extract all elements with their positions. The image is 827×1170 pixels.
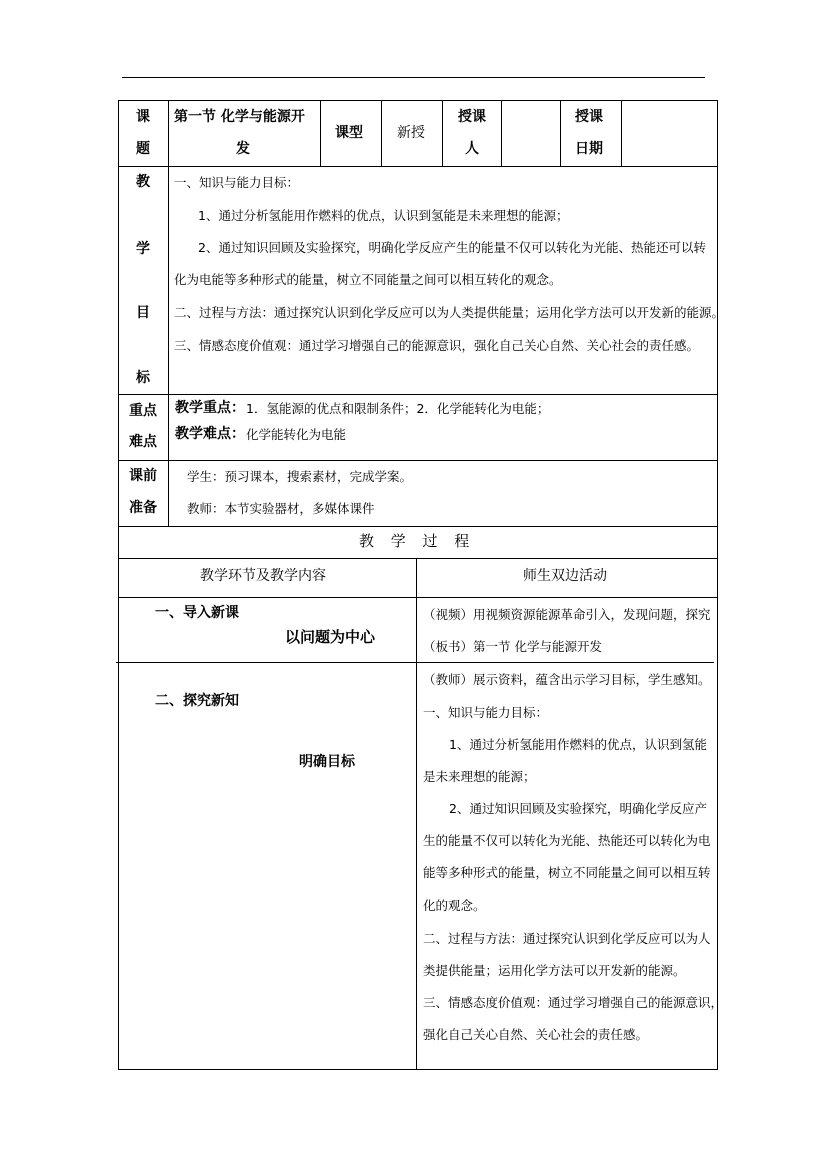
section-subheading: 明确目标: [299, 754, 355, 770]
process-title: 教 学 过 程: [359, 532, 476, 550]
activity-line: 一、知识与能力目标：: [423, 705, 549, 720]
key-point-text: 1．氢能源的优点和限制条件；2．化学能转化为电能；: [246, 401, 550, 416]
objective-line: 一、知识与能力目标：: [174, 175, 300, 190]
preparation-label: 课前: [129, 468, 157, 484]
process-col-left-header: 教学环节及教学内容: [200, 568, 326, 584]
keypoints-label: 难点: [129, 434, 157, 450]
activity-line: 三、情感态度价值观：通过学习增强自己的能源意识，: [423, 995, 724, 1010]
difficult-point-text: 化学能转化为电能: [246, 427, 347, 442]
section-heading: 二、探究新知: [155, 693, 239, 709]
objective-line: 2、通过知识回顾及实验探究，明确化学反应产生的能量不仅可以转化为光能、热能还可以转: [198, 240, 706, 255]
objective-line: 1、通过分析氢能用作燃料的优点，认识到氢能是未来理想的能源；: [198, 208, 569, 223]
activity-line: 二、过程与方法：通过探究认识到化学反应可以为人: [423, 931, 711, 946]
activity-line: 生的能量不仅可以转化为光能、热能还可以转化为电: [423, 833, 711, 848]
date-label: 授课: [575, 109, 603, 125]
teacher-prep: 教师：本节实验器材，多媒体课件: [187, 501, 375, 516]
activity-line: 类提供能量；运用化学方法可以开发新的能源。: [423, 963, 686, 978]
lesson-type-label: 课型: [335, 125, 363, 141]
keypoints-label: 重点: [129, 403, 157, 419]
objectives-label: 教: [136, 174, 150, 190]
student-prep: 学生：预习课本，搜索素材，完成学案。: [187, 469, 413, 484]
section-subheading: 以问题为中心: [285, 628, 376, 646]
activity-line: （视频）用视频资源能源革命引入，发现问题，探究: [423, 607, 711, 622]
activity-line: （板书）第一节 化学与能源开发: [423, 639, 602, 654]
lesson-plan-table: [118, 100, 718, 559]
topic-label: 题: [136, 141, 150, 157]
objective-line: 二、过程与方法：通过探究认识到化学反应可以为人类提供能量；运用化学方法可以开发新的能源。: [174, 305, 725, 320]
activity-line: 能等多种形式的能量，树立不同能量之间可以相互转: [423, 865, 711, 880]
process-col-right-header: 师生双边活动: [523, 568, 607, 584]
lesson-title: 第一节 化学与能源开: [174, 109, 305, 125]
teacher-label: 授课: [458, 109, 486, 125]
date-label: 日期: [575, 141, 603, 157]
activity-line: 强化自己关心自然、关心社会的责任感。: [423, 1027, 649, 1042]
section-heading: 一、导入新课: [155, 605, 239, 621]
lesson-title: 发: [236, 141, 250, 157]
key-point-title: 教学重点：: [175, 400, 245, 416]
topic-label: 课: [136, 109, 150, 125]
activity-line: （教师）展示资料，蕴含出示学习目标，学生感知。: [423, 672, 711, 687]
header-rule: [122, 77, 705, 78]
objective-line: 化为电能等多种形式的能量，树立不同能量之间可以相互转化的观念。: [174, 272, 562, 287]
objective-line: 三、情感态度价值观：通过学习增强自己的能源意识，强化自己关心自然、关心社会的责任感。: [174, 338, 700, 353]
objectives-label: 学: [136, 241, 150, 257]
activity-line: 1、通过分析氢能用作燃料的优点，认识到氢能: [449, 737, 707, 752]
objectives-label: 标: [136, 370, 150, 386]
teacher-label: 人: [465, 141, 479, 157]
activity-line: 是未来理想的能源；: [423, 769, 536, 784]
activity-line: 2、通过知识回顾及实验探究，明确化学反应产: [449, 801, 707, 816]
activity-line: 化的观念。: [423, 898, 486, 913]
difficult-point-title: 教学难点：: [175, 426, 245, 442]
preparation-label: 准备: [129, 500, 157, 516]
lesson-type-value: 新授: [397, 125, 425, 141]
objectives-label: 目: [136, 305, 150, 321]
